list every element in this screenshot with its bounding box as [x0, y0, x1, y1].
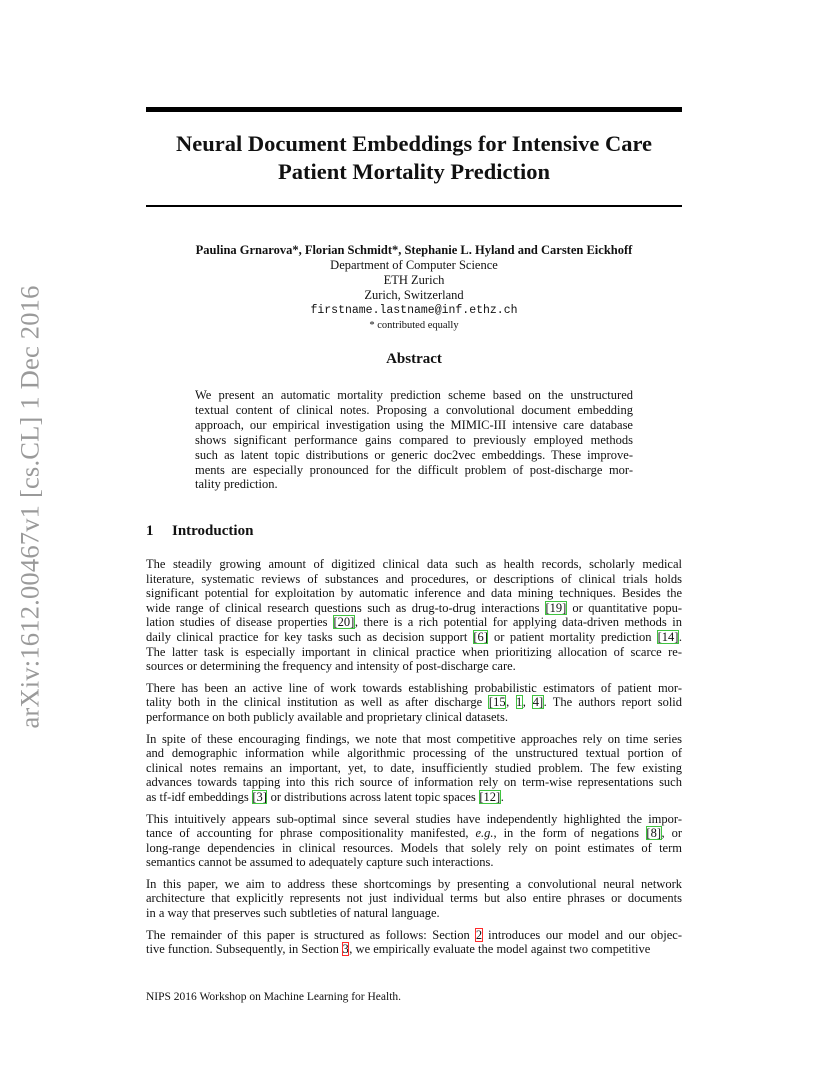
- text-line: semantics cannot be assumed to adequately capture such interactions.: [146, 855, 494, 870]
- text-segment: wide range of clinical research questions such as drug-to-drug interactions: [146, 600, 545, 615]
- section-number: 1: [146, 523, 154, 539]
- text-segment: or quantitative popu-: [566, 600, 682, 615]
- text-segment: , in the form of negations: [493, 826, 646, 841]
- paragraph-6: [146, 928, 682, 957]
- arxiv-sidebar: [10, 262, 50, 752]
- citation-link[interactable]: [15: [488, 695, 506, 710]
- title-top-rule: [146, 107, 682, 112]
- section-title: Introduction: [172, 523, 254, 539]
- equal-contribution-note: * contributed equally: [369, 320, 459, 331]
- abstract-line: shows significant performance gains compared to previously employed methods: [195, 432, 633, 447]
- author-city: Zurich, Switzerland: [364, 288, 464, 302]
- author-department: Department of Computer Science: [330, 258, 498, 272]
- text-line: In spite of these encouraging findings, we note that most competitive approaches rely on time series: [146, 731, 682, 746]
- paragraph-1: [146, 557, 682, 674]
- paper-title: [146, 130, 682, 186]
- text-line: [146, 695, 682, 710]
- text-line: advances towards tapping into this rich source of information rely on term-wise representations such: [146, 775, 682, 790]
- abstract-line: We present an automatic mortality prediction scheme based on the unstructured: [195, 388, 633, 402]
- abstract-line: tality prediction.: [195, 477, 278, 492]
- text-segment: ,: [506, 695, 516, 710]
- abstract-line: approach, our empirical investigation using the MIMIC-III intensive care database: [195, 417, 633, 432]
- citation-link[interactable]: [3]: [252, 789, 267, 804]
- title-bottom-rule: [146, 205, 682, 207]
- text-segment: or patient mortality prediction: [488, 629, 658, 644]
- text-line: [146, 630, 682, 645]
- abstract-line: ments are especially pronounced for the difficult problem of post-discharge mor-: [195, 462, 633, 477]
- section-ref-link[interactable]: 2: [475, 927, 483, 942]
- emphasis: e.g.: [475, 826, 494, 841]
- text-line: [146, 928, 682, 943]
- title-line-2: Patient Mortality Prediction: [277, 159, 550, 184]
- citation-link[interactable]: [20]: [333, 615, 355, 630]
- text-segment: , we empirically evaluate the model against two competitive: [349, 942, 651, 957]
- paragraph-3: [146, 732, 682, 805]
- paragraph-5: [146, 877, 682, 921]
- text-segment: The remainder of this paper is structured as follows: Section: [146, 927, 476, 942]
- text-line: [146, 615, 682, 630]
- text-segment: introduces our model and our objec-: [482, 927, 682, 942]
- text-segment: , there is a rich potential for applying data-driven methods in: [354, 615, 682, 630]
- text-segment: .: [678, 629, 682, 644]
- abstract-text: [195, 388, 633, 492]
- text-line: long-range dependencies in clinical resources. Models that solely rely on point estimates of term: [146, 840, 682, 855]
- section-heading: [146, 523, 253, 540]
- arxiv-identifier[interactable]: arXiv:1612.00467v1 [cs.CL] 1 Dec 2016: [14, 285, 45, 729]
- text-line: There has been an active line of work towards establishing probabilistic estimators of patient mor-: [146, 680, 682, 695]
- author-institution: ETH Zurich: [383, 273, 445, 287]
- text-segment: , or: [661, 826, 682, 841]
- body-text: [146, 557, 682, 964]
- citation-link[interactable]: [6]: [473, 629, 488, 644]
- text-line: performance on both publicly available and proprietary clinical datasets.: [146, 709, 509, 724]
- citation-link[interactable]: 4]: [532, 695, 544, 710]
- author-email: firstname.lastname@inf.ethz.ch: [310, 304, 518, 317]
- text-line: significant potential for exploitation by automatic inference and data mining techniques. Besides the: [146, 586, 682, 601]
- author-names: Paulina Grnarova*, Florian Schmidt*, Stephanie L. Hyland and Carsten Eickhoff: [195, 243, 633, 257]
- text-line: clinical notes remains an important, yet, to date, insufficiently studied problem. The few existing: [146, 760, 682, 775]
- text-segment: tality both in the clinical institution as well as after discharge: [146, 695, 489, 710]
- text-segment: daily clinical practice for key tasks such as decision support: [146, 629, 473, 644]
- text-line: The latter task is especially important in clinical practice when prioritizing allocation of scarce re-: [146, 644, 682, 659]
- text-segment: tive function. Subsequently, in Section: [146, 942, 343, 957]
- text-line: and demographic information while algorithmic processing of the unstructured textual portion of: [146, 746, 682, 761]
- text-line: In this paper, we aim to address these shortcomings by presenting a convolutional neural network: [146, 876, 682, 891]
- text-line: The steadily growing amount of digitized clinical data such as health records, scholarly medical: [146, 557, 682, 571]
- citation-link[interactable]: [14]: [657, 629, 679, 644]
- citation-link[interactable]: 1: [516, 695, 523, 710]
- abstract-line: textual content of clinical notes. Proposing a convolutional document embedding: [195, 402, 633, 417]
- text-segment: as tf-idf embeddings: [146, 789, 252, 804]
- paragraph-2: [146, 681, 682, 725]
- section-ref-link[interactable]: 3: [342, 942, 349, 957]
- citation-link[interactable]: [19]: [545, 600, 567, 615]
- text-line: This intuitively appears sub-optimal since several studies have independently highlighted the impor-: [146, 811, 682, 826]
- title-line-1: Neural Document Embeddings for Intensive Care: [175, 131, 653, 156]
- text-line: sources or determining the frequency and intensity of post-discharge care.: [146, 659, 516, 674]
- text-line: [146, 790, 682, 805]
- text-segment: ,: [522, 695, 533, 710]
- footer-note: NIPS 2016 Workshop on Machine Learning for Health.: [146, 991, 402, 1003]
- text-segment: .: [500, 789, 504, 804]
- text-segment: . The authors report solid: [543, 695, 682, 710]
- text-line: literature, systematic reviews of substances and procedures, or descriptions of clinical trials holds: [146, 571, 682, 586]
- text-segment: lation studies of disease properties: [146, 615, 334, 630]
- text-line: [146, 942, 682, 957]
- paragraph-4: [146, 812, 682, 870]
- citation-link[interactable]: [12]: [479, 789, 501, 804]
- abstract-line: such as latent topic distributions or generic doc2vec embeddings. These improve-: [195, 447, 633, 462]
- text-line: [146, 601, 682, 616]
- text-segment: or distributions across latent topic spaces: [267, 789, 479, 804]
- text-segment: tance of accounting for phrase compositionality manifested,: [146, 826, 476, 841]
- author-block: [146, 243, 682, 333]
- text-line: in a way that preserves such subtleties of natural language.: [146, 906, 440, 921]
- abstract-heading: Abstract: [386, 351, 442, 367]
- text-line: [146, 826, 682, 841]
- citation-link[interactable]: [8]: [646, 826, 661, 841]
- text-line: architecture that explicitly represents not just individual terms but also entire phrases or documents: [146, 891, 682, 906]
